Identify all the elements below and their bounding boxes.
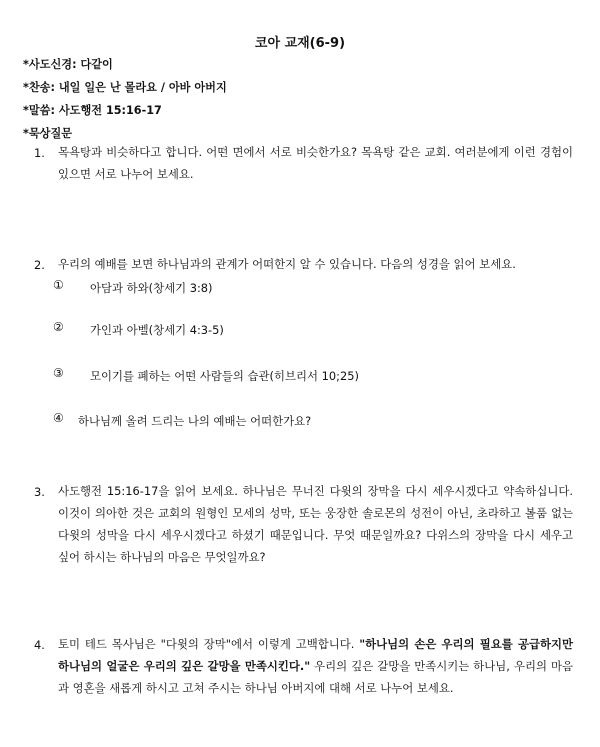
sub-item-1-marker: ① <box>53 278 64 292</box>
question-4-bold-quote: "하나님의 손은 우리의 필요를 공급하지만 하나님의 얼굴은 우리의 깊은 갈망을 만족시킨다." <box>58 637 573 673</box>
question-1-text: 목욕탕과 비슷하다고 합니다. 어떤 면에서 서로 비슷한가요? 목욕탕 같은 교회. 여러분에게 이런 경험이 있으면 서로 나누어 보세요. <box>58 145 573 181</box>
sub-item-4-text: 하나님께 올려 드리는 나의 예배는 어떠한가요? <box>78 414 312 428</box>
hymns-line: *찬송: 내일 일은 난 몰라요 / 아바 아버지 <box>23 81 227 94</box>
sub-item-3-marker: ③ <box>53 366 64 380</box>
question-1-number: 1. <box>34 146 45 160</box>
meditation-questions-heading: *묵상질문 <box>23 127 73 140</box>
sub-item-4-marker: ④ <box>53 411 64 425</box>
question-3-number: 3. <box>34 485 45 499</box>
question-4-text-intro: 토미 테드 목사님은 "다윗의 장막"에서 이렇게 고백합니다. <box>58 637 360 651</box>
sub-item-1-text: 아담과 하와(창세기 3:8) <box>90 281 213 295</box>
question-2-text: 우리의 예배를 보면 하나님과의 관계가 어떠한지 알 수 있습니다. 다음의 성경을 읽어 보세요. <box>58 257 516 271</box>
document-title: 코아 교재(6-9) <box>254 36 346 51</box>
sub-item-2-text: 가인과 아벨(창세기 4:3-5) <box>90 323 224 337</box>
question-4-text <box>58 633 573 699</box>
sub-item-2-marker: ② <box>53 320 64 334</box>
question-4-number: 4. <box>34 638 45 652</box>
sub-item-3-text: 모이기를 폐하는 어떤 사람들의 습관(히브리서 10;25) <box>90 369 359 383</box>
question-4-text-rest: 우리의 깊은 갈망을 만족시키는 하나님, 우리의 마음과 영혼을 새롭게 하시고 고쳐 주시는 하나님 아버지에 대해 서로 나누어 보세요. <box>58 659 573 695</box>
apostles-creed-line: *사도신경: 다같이 <box>23 58 113 71</box>
question-3-text: 사도행전 15:16-17을 읽어 보세요. 하나님은 무너진 다윗의 장막을 다시 세우시겠다고 약속하십니다. 이것이 의아한 것은 교회의 원형인 모세의 성막, 또는 웅장한 솔로몬의 성전이 아닌, 초라하고 볼품 없는 다윗의 성막을 다시 세우시겠다고 하셨기 때문입니다. 무엇 때문일까요? 다위스의 장막을 다시 세우고 싶어 하시는 하나님의 마음은 무엇일까요? <box>58 484 573 564</box>
scripture-line: *말씀: 사도행전 15:16-17 <box>23 104 162 117</box>
question-2-number: 2. <box>34 258 45 272</box>
